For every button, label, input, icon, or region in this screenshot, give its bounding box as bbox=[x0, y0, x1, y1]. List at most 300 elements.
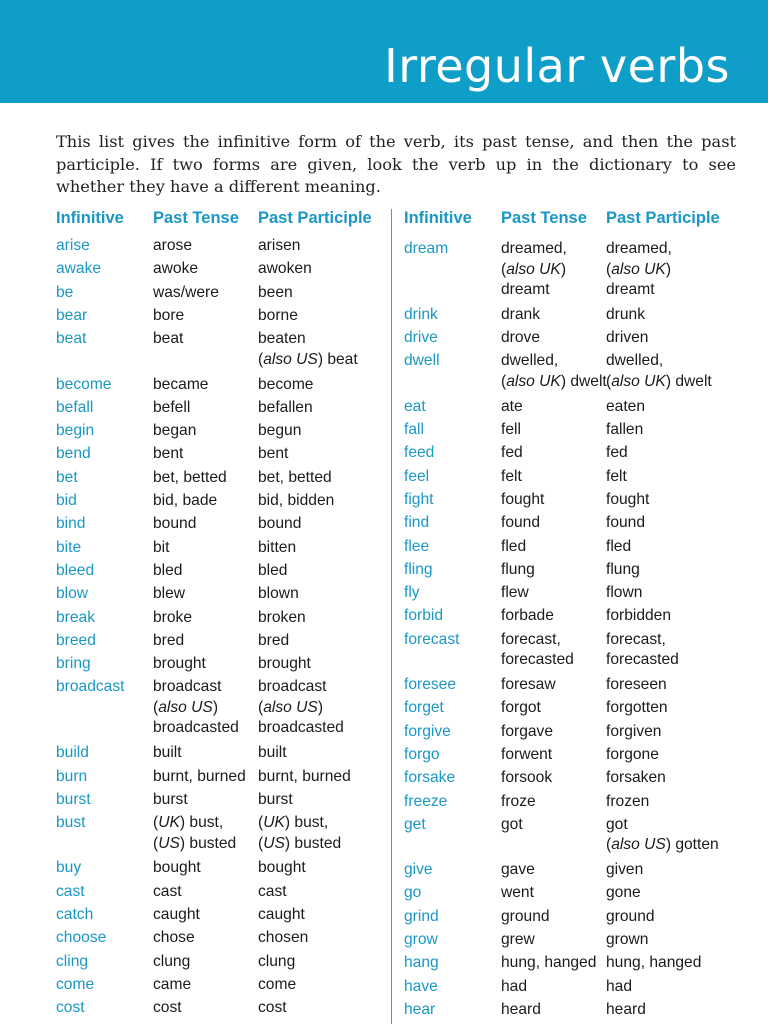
past-participle-cell-line: (also US) gotten bbox=[606, 836, 719, 854]
past-tense-cell bbox=[153, 421, 196, 442]
past-participle-cell-line: bought bbox=[258, 859, 306, 877]
past-participle-cell-line: dreamed, bbox=[606, 240, 672, 257]
past-participle-cell bbox=[606, 467, 627, 488]
past-tense-cell bbox=[153, 767, 246, 788]
past-tense-cell bbox=[501, 397, 523, 418]
past-participle-cell-line: come bbox=[258, 975, 297, 993]
past-participle-cell-line: beaten bbox=[258, 330, 306, 348]
past-tense-cell bbox=[501, 443, 523, 464]
infinitive-cell: freeze bbox=[404, 792, 448, 810]
past-tense-cell-line: bit bbox=[153, 538, 170, 556]
past-participle-cell-line: broken bbox=[258, 608, 306, 626]
past-participle-cell bbox=[258, 654, 311, 675]
past-tense-cell-line: dwelled, bbox=[501, 352, 559, 370]
past-tense-cell bbox=[153, 882, 182, 903]
past-participle-cell-line: become bbox=[258, 375, 314, 393]
past-participle-cell bbox=[606, 560, 640, 581]
past-participle-cell-line: flown bbox=[606, 584, 643, 602]
past-participle-cell bbox=[258, 952, 295, 973]
past-participle-cell bbox=[258, 975, 296, 996]
past-participle-cell bbox=[606, 768, 666, 789]
past-participle-cell-line: (also UK) bbox=[606, 260, 672, 278]
past-tense-cell bbox=[501, 537, 526, 558]
infinitive-cell: catch bbox=[56, 906, 94, 923]
past-participle-cell-line: got bbox=[606, 815, 628, 833]
past-participle-cell bbox=[606, 490, 649, 511]
infinitive-cell: forbid bbox=[404, 607, 444, 625]
column-header-past-participle: Past Participle bbox=[258, 209, 372, 227]
infinitive-cell: bind bbox=[56, 515, 86, 533]
past-participle-cell bbox=[606, 953, 701, 974]
past-participle-cell-line: awoken bbox=[258, 260, 312, 278]
past-tense-cell-line: cast bbox=[153, 882, 182, 900]
past-tense-cell-line: dreamed, bbox=[501, 240, 567, 257]
past-tense-cell bbox=[153, 375, 208, 396]
infinitive-cell: cast bbox=[56, 882, 85, 900]
past-participle-cell bbox=[606, 420, 643, 441]
past-tense-cell-line: became bbox=[153, 375, 209, 393]
past-tense-cell bbox=[153, 561, 182, 582]
past-participle-cell-line: (US) busted bbox=[258, 834, 342, 852]
infinitive-cell: come bbox=[56, 975, 95, 993]
infinitive-cell: drink bbox=[404, 305, 438, 323]
past-tense-cell bbox=[153, 790, 188, 811]
past-tense-cell-line: hung, hanged bbox=[501, 954, 597, 972]
past-participle-cell-line: (also US) bbox=[258, 698, 324, 716]
past-tense-cell bbox=[501, 953, 596, 974]
past-tense-cell-line: drove bbox=[501, 329, 541, 347]
past-tense-cell-line: bled bbox=[153, 561, 183, 579]
past-participle-cell-line: been bbox=[258, 283, 293, 301]
past-tense-cell bbox=[501, 513, 540, 534]
infinitive-cell: flee bbox=[404, 537, 430, 555]
past-participle-cell-line: blown bbox=[258, 585, 299, 603]
past-tense-cell-line: ate bbox=[501, 397, 523, 415]
past-tense-cell-line: began bbox=[153, 422, 197, 440]
past-tense-cell bbox=[153, 858, 201, 879]
past-participle-cell bbox=[258, 421, 301, 442]
column-header-infinitive: Infinitive bbox=[56, 209, 124, 227]
past-participle-cell bbox=[258, 514, 301, 535]
past-tense-cell-line: bet, betted bbox=[153, 468, 227, 486]
past-tense-cell-line: (UK) bust, bbox=[153, 814, 224, 832]
infinitive-cell: fall bbox=[404, 421, 424, 438]
past-tense-cell bbox=[501, 698, 541, 719]
infinitive-cell: become bbox=[56, 375, 112, 393]
past-tense-cell-line: caught bbox=[153, 906, 200, 923]
infinitive-cell: break bbox=[56, 608, 96, 626]
past-participle-cell-line: forsaken bbox=[606, 769, 666, 787]
past-participle-cell-line: (also US) beat bbox=[258, 350, 358, 368]
past-participle-cell-line: heard bbox=[606, 1000, 646, 1018]
past-tense-cell-line: flung bbox=[501, 560, 535, 578]
past-tense-cell bbox=[153, 538, 169, 559]
infinitive-cell: give bbox=[404, 861, 433, 879]
past-tense-cell bbox=[501, 883, 534, 904]
past-tense-cell bbox=[501, 583, 529, 604]
past-participle-cell-line: gone bbox=[606, 884, 641, 902]
past-tense-cell-line: befell bbox=[153, 398, 191, 416]
past-tense-cell-line: built bbox=[153, 744, 182, 762]
past-participle-cell-line: bet, betted bbox=[258, 468, 332, 486]
infinitive-cell: go bbox=[404, 884, 422, 902]
infinitive-cell: cling bbox=[56, 952, 89, 970]
past-participle-cell bbox=[606, 583, 642, 604]
past-tense-cell bbox=[153, 236, 192, 257]
past-tense-cell-line: broadcast bbox=[153, 678, 222, 696]
past-tense-cell-line: fell bbox=[501, 421, 521, 438]
past-participle-cell bbox=[258, 905, 305, 926]
past-participle-cell bbox=[258, 743, 287, 764]
past-tense-cell-line: clung bbox=[153, 952, 191, 970]
past-tense-cell bbox=[153, 905, 200, 926]
past-tense-cell bbox=[501, 745, 552, 766]
past-participle-cell-line: flung bbox=[606, 560, 640, 578]
infinitive-cell: dream bbox=[404, 240, 449, 257]
past-tense-cell bbox=[153, 608, 192, 629]
infinitive-cell: drive bbox=[404, 329, 438, 347]
past-tense-cell bbox=[153, 631, 184, 652]
infinitive-cell: foresee bbox=[404, 676, 457, 693]
past-tense-cell bbox=[501, 420, 521, 441]
past-participle-cell-line: forgiven bbox=[606, 722, 662, 740]
past-tense-cell-line: froze bbox=[501, 792, 536, 810]
infinitive-cell: feel bbox=[404, 467, 430, 485]
past-tense-cell-line: awoke bbox=[153, 260, 199, 278]
past-participle-cell bbox=[258, 444, 288, 465]
past-tense-cell bbox=[501, 351, 607, 392]
past-tense-cell-line: felt bbox=[501, 467, 522, 485]
past-participle-cell-line: chosen bbox=[258, 929, 309, 947]
past-participle-cell bbox=[606, 1000, 646, 1021]
infinitive-cell: forecast bbox=[404, 630, 460, 648]
past-tense-cell bbox=[153, 813, 236, 854]
past-participle-cell bbox=[258, 882, 287, 903]
past-participle-cell bbox=[606, 815, 719, 856]
past-participle-cell bbox=[258, 259, 312, 280]
past-participle-cell bbox=[258, 491, 334, 512]
past-tense-cell-line: forbade bbox=[501, 607, 554, 625]
column-header-past-tense: Past Tense bbox=[153, 209, 239, 227]
past-tense-cell bbox=[153, 514, 196, 535]
past-participle-cell-line: cast bbox=[258, 882, 287, 900]
infinitive-cell: forsake bbox=[404, 769, 456, 787]
past-tense-cell bbox=[501, 815, 523, 836]
past-participle-cell-line: built bbox=[258, 744, 287, 762]
past-tense-cell-line: fought bbox=[501, 490, 545, 508]
past-participle-cell bbox=[606, 239, 672, 301]
past-participle-cell bbox=[258, 561, 287, 582]
verb-table-right bbox=[398, 0, 768, 1024]
past-tense-cell-line: burnt, burned bbox=[153, 767, 246, 785]
past-participle-cell bbox=[606, 513, 645, 534]
past-tense-cell bbox=[153, 398, 190, 419]
past-tense-cell bbox=[501, 606, 554, 627]
infinitive-cell: fly bbox=[404, 584, 420, 602]
past-participle-cell-line: caught bbox=[258, 906, 305, 923]
past-tense-cell-line: had bbox=[501, 977, 528, 995]
infinitive-cell: bite bbox=[56, 538, 82, 556]
past-tense-cell-line: broke bbox=[153, 608, 193, 626]
past-participle-cell-line: found bbox=[606, 514, 646, 532]
past-tense-cell bbox=[501, 560, 535, 581]
infinitive-cell: fight bbox=[404, 490, 434, 508]
past-tense-cell-line: blew bbox=[153, 585, 186, 603]
past-participle-cell bbox=[258, 329, 358, 370]
past-participle-cell bbox=[606, 722, 661, 743]
past-participle-cell-line: forgotten bbox=[606, 699, 668, 717]
past-tense-cell-line: bent bbox=[153, 445, 184, 463]
past-participle-cell bbox=[258, 631, 289, 652]
past-participle-cell-line: bent bbox=[258, 445, 289, 463]
past-participle-cell-line: drunk bbox=[606, 305, 646, 323]
past-tense-cell bbox=[501, 907, 550, 928]
infinitive-cell: blow bbox=[56, 585, 89, 603]
infinitive-cell: get bbox=[404, 815, 426, 833]
past-participle-cell bbox=[606, 907, 655, 928]
past-participle-cell bbox=[258, 813, 341, 854]
past-tense-cell-line: dreamt bbox=[501, 281, 550, 298]
past-participle-cell bbox=[606, 675, 667, 696]
infinitive-cell: forget bbox=[404, 699, 444, 717]
past-tense-cell bbox=[501, 239, 567, 301]
past-tense-cell-line: was/were bbox=[153, 283, 219, 301]
infinitive-cell: grow bbox=[404, 931, 438, 948]
past-tense-cell-line: got bbox=[501, 815, 523, 833]
infinitive-cell: breed bbox=[56, 631, 96, 649]
past-participle-cell bbox=[258, 584, 299, 605]
past-participle-cell-line: brought bbox=[258, 655, 311, 673]
past-participle-cell-line: given bbox=[606, 861, 644, 879]
past-participle-cell-line: cost bbox=[258, 999, 287, 1017]
past-tense-cell-line: fled bbox=[501, 537, 527, 555]
infinitive-cell: find bbox=[404, 514, 430, 532]
past-participle-cell bbox=[258, 236, 300, 257]
past-tense-cell-line: forwent bbox=[501, 745, 553, 763]
page-title: Irregular verbs bbox=[384, 39, 730, 93]
past-participle-cell-line: bound bbox=[258, 515, 302, 533]
past-participle-cell bbox=[606, 698, 668, 719]
past-participle-cell bbox=[606, 860, 643, 881]
past-participle-cell-line: forecast, bbox=[606, 630, 666, 648]
past-tense-cell-line: forgot bbox=[501, 699, 541, 717]
past-participle-cell bbox=[606, 305, 645, 326]
past-tense-cell-line: (US) busted bbox=[153, 834, 237, 852]
past-participle-cell-line: frozen bbox=[606, 792, 650, 810]
past-participle-cell-line: hung, hanged bbox=[606, 954, 702, 972]
past-participle-cell-line: borne bbox=[258, 306, 298, 324]
past-participle-cell bbox=[606, 930, 648, 951]
past-tense-cell bbox=[501, 630, 574, 671]
past-tense-cell bbox=[501, 860, 535, 881]
column-header-past-tense: Past Tense bbox=[501, 209, 587, 227]
past-tense-cell-line: bid, bade bbox=[153, 492, 218, 509]
past-tense-cell-line: found bbox=[501, 514, 541, 532]
past-tense-cell-line: drank bbox=[501, 305, 541, 323]
past-participle-cell-line: felt bbox=[606, 467, 627, 485]
past-tense-cell bbox=[153, 654, 206, 675]
past-tense-cell bbox=[153, 975, 191, 996]
past-tense-cell-line: burst bbox=[153, 790, 188, 808]
past-tense-cell bbox=[153, 283, 219, 304]
infinitive-cell: bet bbox=[56, 468, 78, 486]
past-participle-cell-line: burnt, burned bbox=[258, 767, 351, 785]
infinitive-cell: bring bbox=[56, 655, 91, 673]
past-participle-cell bbox=[258, 306, 298, 327]
past-participle-cell bbox=[606, 328, 648, 349]
past-participle-cell bbox=[258, 283, 293, 304]
past-participle-cell bbox=[606, 351, 712, 392]
past-participle-cell-line: eaten bbox=[606, 397, 646, 415]
past-participle-cell-line: befallen bbox=[258, 398, 313, 416]
past-tense-cell-line: bore bbox=[153, 306, 185, 324]
infinitive-cell: buy bbox=[56, 859, 82, 877]
past-participle-cell-line: bred bbox=[258, 631, 290, 649]
infinitive-cell: bleed bbox=[56, 561, 95, 579]
past-participle-cell-line: forgone bbox=[606, 745, 659, 763]
past-participle-cell-line: bitten bbox=[258, 538, 297, 556]
past-tense-cell bbox=[153, 329, 183, 350]
past-tense-cell-line: forgave bbox=[501, 722, 554, 740]
infinitive-cell: build bbox=[56, 744, 89, 762]
infinitive-cell: forgive bbox=[404, 722, 451, 740]
past-tense-cell bbox=[501, 328, 540, 349]
past-participle-cell bbox=[258, 767, 351, 788]
past-tense-cell-line: heard bbox=[501, 1000, 541, 1018]
infinitive-cell: choose bbox=[56, 929, 107, 947]
past-participle-cell-line: had bbox=[606, 977, 633, 995]
past-tense-cell bbox=[153, 584, 185, 605]
past-tense-cell bbox=[153, 743, 182, 764]
past-tense-cell bbox=[153, 306, 184, 327]
past-tense-cell-line: foresaw bbox=[501, 676, 556, 693]
past-tense-cell-line: beat bbox=[153, 330, 184, 348]
past-participle-cell bbox=[606, 883, 641, 904]
past-tense-cell-line: forsook bbox=[501, 769, 553, 787]
past-tense-cell bbox=[501, 1000, 541, 1021]
infinitive-cell: bid bbox=[56, 492, 77, 509]
infinitive-cell: befall bbox=[56, 398, 94, 416]
past-tense-cell bbox=[153, 928, 195, 949]
past-tense-cell bbox=[153, 491, 217, 512]
past-participle-cell-line: dreamt bbox=[606, 281, 655, 298]
past-tense-cell bbox=[153, 952, 190, 973]
past-tense-cell bbox=[501, 305, 540, 326]
past-participle-cell-line: bled bbox=[258, 561, 288, 579]
past-tense-cell-line: brought bbox=[153, 655, 206, 673]
past-participle-cell-line: forbidden bbox=[606, 607, 672, 625]
past-tense-cell-line: chose bbox=[153, 929, 195, 947]
infinitive-cell: fling bbox=[404, 560, 433, 578]
past-participle-cell bbox=[606, 397, 645, 418]
past-tense-cell-line: came bbox=[153, 975, 192, 993]
past-participle-cell-line: bid, bidden bbox=[258, 492, 335, 509]
past-tense-cell-line: (also UK) dwelt bbox=[501, 372, 607, 390]
past-participle-cell bbox=[258, 468, 332, 489]
past-tense-cell bbox=[153, 444, 183, 465]
past-participle-cell bbox=[258, 677, 344, 739]
infinitive-cell: bend bbox=[56, 445, 91, 463]
past-tense-cell-line: went bbox=[501, 884, 534, 902]
infinitive-cell: grind bbox=[404, 907, 439, 925]
column-divider bbox=[391, 209, 392, 1024]
past-participle-cell-line: (UK) bust, bbox=[258, 814, 329, 832]
past-participle-cell bbox=[258, 858, 306, 879]
past-participle-cell-line: dwelled, bbox=[606, 352, 664, 370]
past-participle-cell bbox=[606, 537, 631, 558]
past-participle-cell bbox=[606, 443, 628, 464]
infinitive-cell: be bbox=[56, 283, 74, 301]
past-tense-cell-line: broadcasted bbox=[153, 719, 239, 737]
infinitive-cell: have bbox=[404, 977, 438, 995]
past-participle-cell-line: begun bbox=[258, 422, 302, 440]
infinitive-cell: broadcast bbox=[56, 678, 125, 696]
past-participle-cell bbox=[258, 608, 306, 629]
infinitive-cell: cost bbox=[56, 999, 85, 1017]
past-participle-cell-line: broadcasted bbox=[258, 719, 344, 737]
infinitive-cell: beat bbox=[56, 330, 87, 348]
past-participle-cell-line: fed bbox=[606, 444, 628, 462]
past-participle-cell bbox=[606, 606, 671, 627]
past-tense-cell bbox=[501, 768, 552, 789]
past-participle-cell bbox=[258, 375, 313, 396]
past-participle-cell bbox=[258, 998, 287, 1019]
infinitive-cell: burst bbox=[56, 790, 91, 808]
infinitive-cell: arise bbox=[56, 237, 90, 254]
column-header-past-participle: Past Participle bbox=[606, 209, 720, 227]
infinitive-cell: bear bbox=[56, 306, 88, 324]
past-participle-cell-line: fled bbox=[606, 537, 632, 555]
past-tense-cell-line: flew bbox=[501, 584, 529, 602]
past-tense-cell-line: cost bbox=[153, 999, 182, 1017]
past-participle-cell bbox=[258, 928, 308, 949]
infinitive-cell: forgo bbox=[404, 745, 440, 763]
past-participle-cell-line: fallen bbox=[606, 421, 644, 438]
past-participle-cell bbox=[606, 792, 649, 813]
infinitive-cell: begin bbox=[56, 422, 95, 440]
past-participle-cell-line: broadcast bbox=[258, 678, 327, 696]
past-tense-cell bbox=[501, 930, 535, 951]
past-tense-cell-line: bound bbox=[153, 515, 197, 533]
past-tense-cell-line: grew bbox=[501, 931, 535, 948]
past-participle-cell-line: driven bbox=[606, 329, 649, 347]
past-tense-cell-line: forecast, bbox=[501, 630, 561, 648]
intro-paragraph: This list gives the infinitive form of the verb, its past tense, and then the past participle. If two forms are given, look the verb up in the dictionary to see whether they have a different meaning. bbox=[56, 132, 736, 196]
past-participle-cell-line: arisen bbox=[258, 237, 301, 254]
past-tense-cell-line: (also UK) bbox=[501, 260, 567, 278]
past-participle-cell bbox=[606, 977, 632, 998]
past-tense-cell bbox=[153, 998, 182, 1019]
past-tense-cell bbox=[501, 792, 536, 813]
past-participle-cell-line: forecasted bbox=[606, 651, 679, 669]
past-tense-cell bbox=[501, 490, 544, 511]
past-participle-cell bbox=[606, 745, 659, 766]
past-tense-cell bbox=[501, 977, 527, 998]
infinitive-cell: feed bbox=[404, 444, 435, 462]
past-tense-cell bbox=[501, 675, 556, 696]
past-tense-cell bbox=[501, 722, 553, 743]
past-tense-cell-line: arose bbox=[153, 237, 193, 254]
past-participle-cell-line: ground bbox=[606, 907, 655, 925]
past-participle-cell bbox=[606, 630, 679, 671]
infinitive-cell: eat bbox=[404, 397, 426, 415]
infinitive-cell: dwell bbox=[404, 352, 440, 370]
past-tense-cell bbox=[501, 467, 522, 488]
past-participle-cell-line: (also UK) dwelt bbox=[606, 372, 712, 390]
past-tense-cell bbox=[153, 468, 227, 489]
infinitive-cell: hear bbox=[404, 1000, 436, 1018]
past-participle-cell bbox=[258, 538, 296, 559]
